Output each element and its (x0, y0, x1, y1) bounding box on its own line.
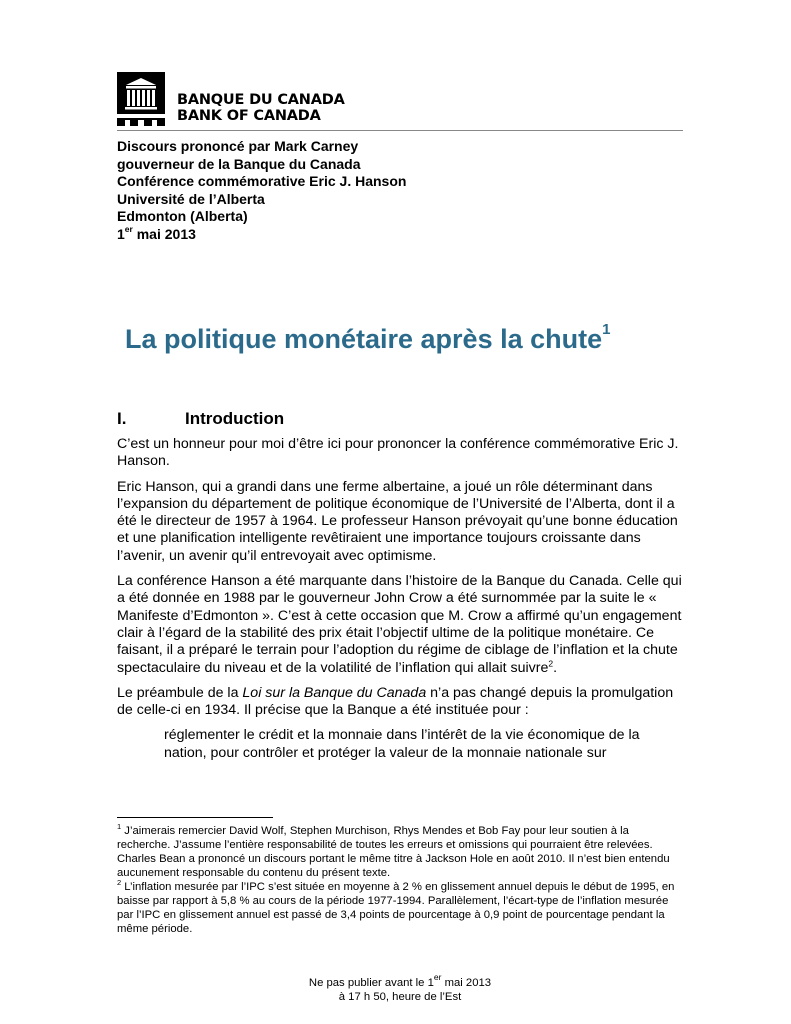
footnotes (117, 824, 683, 936)
paragraph (117, 573, 683, 677)
paragraph: C’est un honneur pour moi d’être ici pour prononcer la conférence commémorative Eric J. Hanson. (117, 436, 679, 470)
embargo-text: mai 2013 (441, 977, 492, 989)
paragraph (117, 685, 683, 720)
embargo-footer (117, 972, 683, 1004)
date-sup: er (124, 223, 133, 234)
footnote-ref[interactable]: 2 (548, 657, 554, 668)
speaker-line: Discours prononcé par Mark Carney (117, 138, 359, 154)
speech-body (117, 436, 683, 762)
bank-logo (117, 72, 357, 128)
title-text: La politique monétaire après la chute (125, 324, 603, 354)
embargo-text: Ne pas publier avant le 1 (308, 977, 434, 989)
footnote-2 (117, 880, 683, 936)
footnote-text: J’aimerais remercier David Wolf, Stephen Murchison, Rhys Mendes et Bob Fay pour leur soutien à la recherche. J’assume l’entière responsabilité de toutes les erreurs et omissions qui pourraient être relevées. Charles Bean a prononcé un discours portant le même titre à Jackson Hole en août 2010. Il n’est bien entendu aucunement responsable du contenu du présent texte. (117, 825, 670, 879)
footnote-text: L’inflation mesurée par l’IPC s’est située en moyenne à 2 % en glissement annuel depuis le début de 1995, en baisse par rapport à 5,8 % au cours de la période 1977-1994. Parallèlement, l’écart-type de l’inflation mesurée par l’IPC en glissement annuel est passé de 3,4 points de pourcentage à 0,9 point de pourcentage pendant la même période. (117, 881, 675, 935)
logo-line-fr: BANQUE DU CANADA (177, 92, 345, 108)
section-heading (117, 409, 284, 429)
embargo-sup: er (433, 972, 442, 983)
logo-line-en: BANK OF CANADA (177, 108, 321, 124)
logo-wordmark (177, 92, 345, 124)
header-divider (117, 130, 683, 131)
footnote-1 (117, 824, 683, 880)
speaker-line: Conférence commémorative Eric J. Hanson (117, 173, 407, 189)
footnote-mark: 1 (117, 822, 122, 832)
date-day: 1 (117, 225, 125, 242)
paragraph-text: La conférence Hanson a été marquante dans l’histoire de la Banque du Canada. Celle qui a été donnée en 1988 par le gouverneur John Crow a été surnommée par la suite le « Manifeste d’Edmonton ». C’est à cette occasion que M. Crow a affirmé qu’un engagement clair à l’égard de la stabilité des prix était l’objectif ultime de la politique monétaire. Ce faisant, il a préparé le terrain pour l’adoption du régime de ciblage de l’inflation et la chute spectaculaire du niveau et de la volatilité de l’inflation qui allait suivre (117, 573, 682, 676)
footnote-divider (117, 817, 273, 818)
speech-date (117, 223, 406, 244)
paragraph-text: Le préambule de la (117, 684, 243, 701)
embargo-time: à 17 h 50, heure de l’Est (338, 991, 462, 1003)
paragraph: Eric Hanson, qui a grandi dans une ferme albertaine, a joué un rôle déterminant dans l’expansion du département de politique économique de l’Université de l’Alberta, dont il a été le directeur de 1957 à 1964. Le professeur Hanson prévoyait qu’une bonne éducation et une planification intelligente revêtiraient une importance toujours croissante dans l’avenir, un avenir qu’il entrevoyait avec optimisme. (117, 478, 678, 564)
speaker-block (117, 138, 406, 243)
paragraph-end: . (553, 659, 558, 676)
section-number: I. (117, 409, 127, 428)
block-quote: réglementer le crédit et la monnaie dans l’intérêt de la vie économique de la nation, pour contrôler et protéger la valeur de la monnaie nationale sur (164, 727, 640, 761)
embargo-line (117, 972, 683, 990)
bank-building-icon (117, 72, 169, 128)
date-rest: mai 2013 (132, 225, 196, 242)
footnote-mark: 2 (117, 878, 122, 888)
speaker-line: gouverneur de la Banque du Canada (117, 155, 361, 172)
section-title: Introduction (185, 409, 285, 428)
speaker-line: Université de l’Alberta (117, 190, 265, 207)
speaker-line: Edmonton (Alberta) (117, 208, 248, 224)
paragraph-text: n’a pas changé depuis la promulgation de celle-ci en 1934. Il précise que la Banque a été instituée pour : (117, 684, 674, 719)
title-footnote-ref[interactable]: 1 (602, 321, 611, 338)
act-name: Loi sur la Banque du Canada (242, 684, 427, 701)
speech-title (125, 321, 611, 355)
